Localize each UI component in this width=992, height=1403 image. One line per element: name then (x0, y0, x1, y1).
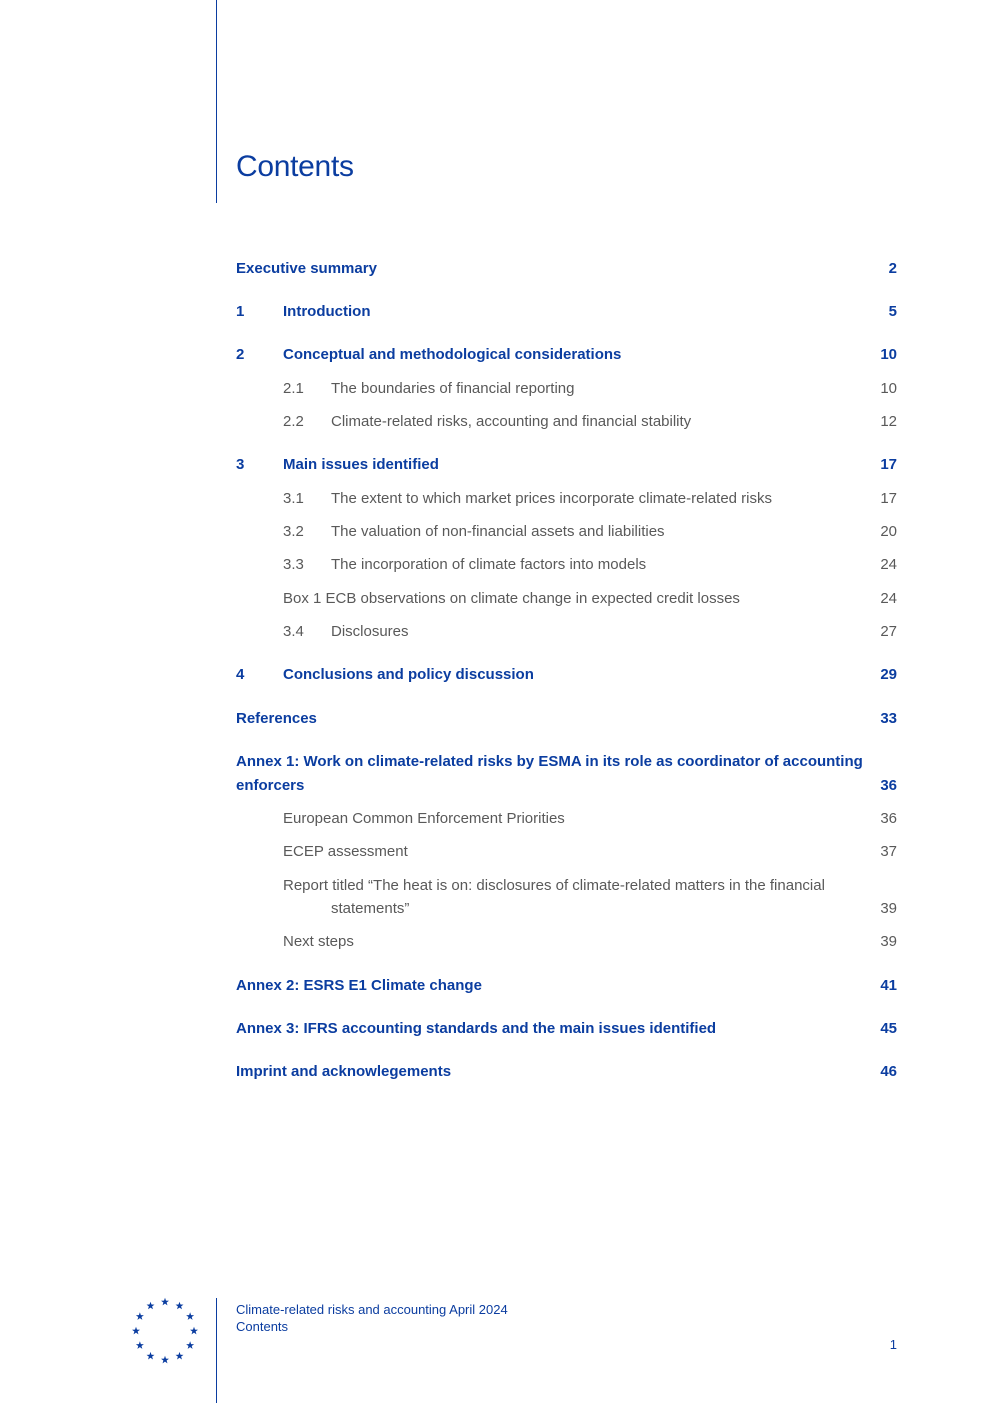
footer-running-head (236, 1301, 508, 1335)
eu-star-icon (190, 1327, 198, 1335)
footer-section: Contents (236, 1319, 289, 1334)
toc-entry-heat-report[interactable] (283, 874, 897, 920)
toc-entry-page: 17 (880, 456, 897, 473)
margin-rule-top (216, 0, 217, 203)
toc-entry-label: References (236, 710, 317, 727)
toc-entry-page: 36 (880, 810, 897, 827)
toc-entry-label: Disclosures (331, 623, 409, 640)
toc-entry-number: 3 (236, 456, 245, 473)
eu-star-icon (161, 1356, 169, 1364)
toc-entry-number: 3.3 (283, 556, 304, 573)
toc-entry-number: 2.1 (283, 380, 304, 397)
toc-entry-number: 4 (236, 666, 245, 683)
toc-entry-label: The extent to which market prices incorporate climate-related risks (331, 490, 773, 507)
toc-entry-page: 17 (880, 490, 897, 507)
toc-entry-label: Conceptual and methodological considerations (283, 346, 622, 363)
toc-entry-label: Report titled “The heat is on: disclosures of climate-related matters in the financial statements” (283, 877, 825, 917)
toc-entry-number: 2 (236, 346, 245, 363)
toc-entry-label: Annex 2: ESRS E1 Climate change (236, 977, 482, 994)
toc-entry-page: 45 (880, 1020, 897, 1037)
toc-entry-label: ECEP assessment (283, 843, 408, 860)
toc-entry-label: The valuation of non-financial assets and liabilities (331, 523, 665, 540)
toc-entry-label: Imprint and acknowlegements (236, 1063, 452, 1080)
eu-star-icon (132, 1327, 140, 1335)
toc-entry-page: 29 (880, 666, 897, 683)
eu-star-icon (136, 1312, 144, 1320)
eu-star-icon (136, 1341, 144, 1349)
margin-rule-bottom (216, 1298, 217, 1403)
toc-entry-label: Main issues identified (283, 456, 439, 473)
toc-entry-label: Introduction (283, 303, 371, 320)
eu-star-icon (147, 1302, 155, 1310)
toc-entry-number: 3.2 (283, 523, 304, 540)
toc-entry-number: 1 (236, 303, 245, 320)
toc-entry-page: 10 (880, 346, 897, 363)
toc-entry-page: 39 (880, 933, 897, 950)
toc-entry-page: 10 (880, 380, 897, 397)
eu-star-icon (161, 1298, 169, 1306)
toc-entry-label: Box 1 ECB observations on climate change in expected credit losses (283, 590, 740, 607)
eu-star-icon (186, 1312, 194, 1320)
toc-entry-number: 3.4 (283, 623, 304, 640)
toc-entry-label: Annex 1: Work on climate-related risks by ESMA in its role as coordinator of accounting enforcers (236, 753, 863, 794)
toc-entry-page: 2 (888, 260, 897, 277)
toc-entry-label: The boundaries of financial reporting (331, 380, 575, 397)
toc-entry-label: Executive summary (236, 260, 377, 277)
toc-entry-label: The incorporation of climate factors into models (331, 556, 647, 573)
eu-star-icon (186, 1341, 194, 1349)
toc-entry-label: Conclusions and policy discussion (283, 666, 534, 683)
eu-star-icon (176, 1352, 184, 1360)
eu-star-icon (176, 1302, 184, 1310)
toc-entry-page: 33 (880, 710, 897, 727)
toc-entry-page: 36 (880, 777, 897, 794)
toc-entry-page: 5 (888, 303, 897, 320)
toc-entry-number: 2.2 (283, 413, 304, 430)
eu-star-icon (147, 1352, 155, 1360)
toc-entry-label: European Common Enforcement Priorities (283, 810, 565, 827)
toc-entry-page: 37 (880, 843, 897, 860)
toc-entry-page: 27 (880, 623, 897, 640)
toc-entry-page: 20 (880, 523, 897, 540)
toc-entry-annex-1[interactable] (236, 750, 897, 798)
footer-doc-title: Climate-related risks and accounting April 2024 (236, 1302, 508, 1317)
footer-page-number: 1 (889, 1337, 897, 1352)
page-title: Contents (236, 150, 354, 183)
toc-entry-page: 12 (880, 413, 897, 430)
toc-entry-label: Climate-related risks, accounting and financial stability (331, 413, 692, 430)
toc-entry-number: 3.1 (283, 490, 304, 507)
toc-entry-page: 46 (880, 1063, 897, 1080)
toc-entry-page: 24 (880, 556, 897, 573)
toc-entry-label: Next steps (283, 933, 354, 950)
toc-entry-page: 39 (880, 900, 897, 917)
eu-flag-stars-icon (128, 1294, 202, 1368)
toc-entry-page: 24 (880, 590, 897, 607)
toc-entry-page: 41 (880, 977, 897, 994)
toc-entry-label: Annex 3: IFRS accounting standards and the main issues identified (236, 1020, 717, 1037)
